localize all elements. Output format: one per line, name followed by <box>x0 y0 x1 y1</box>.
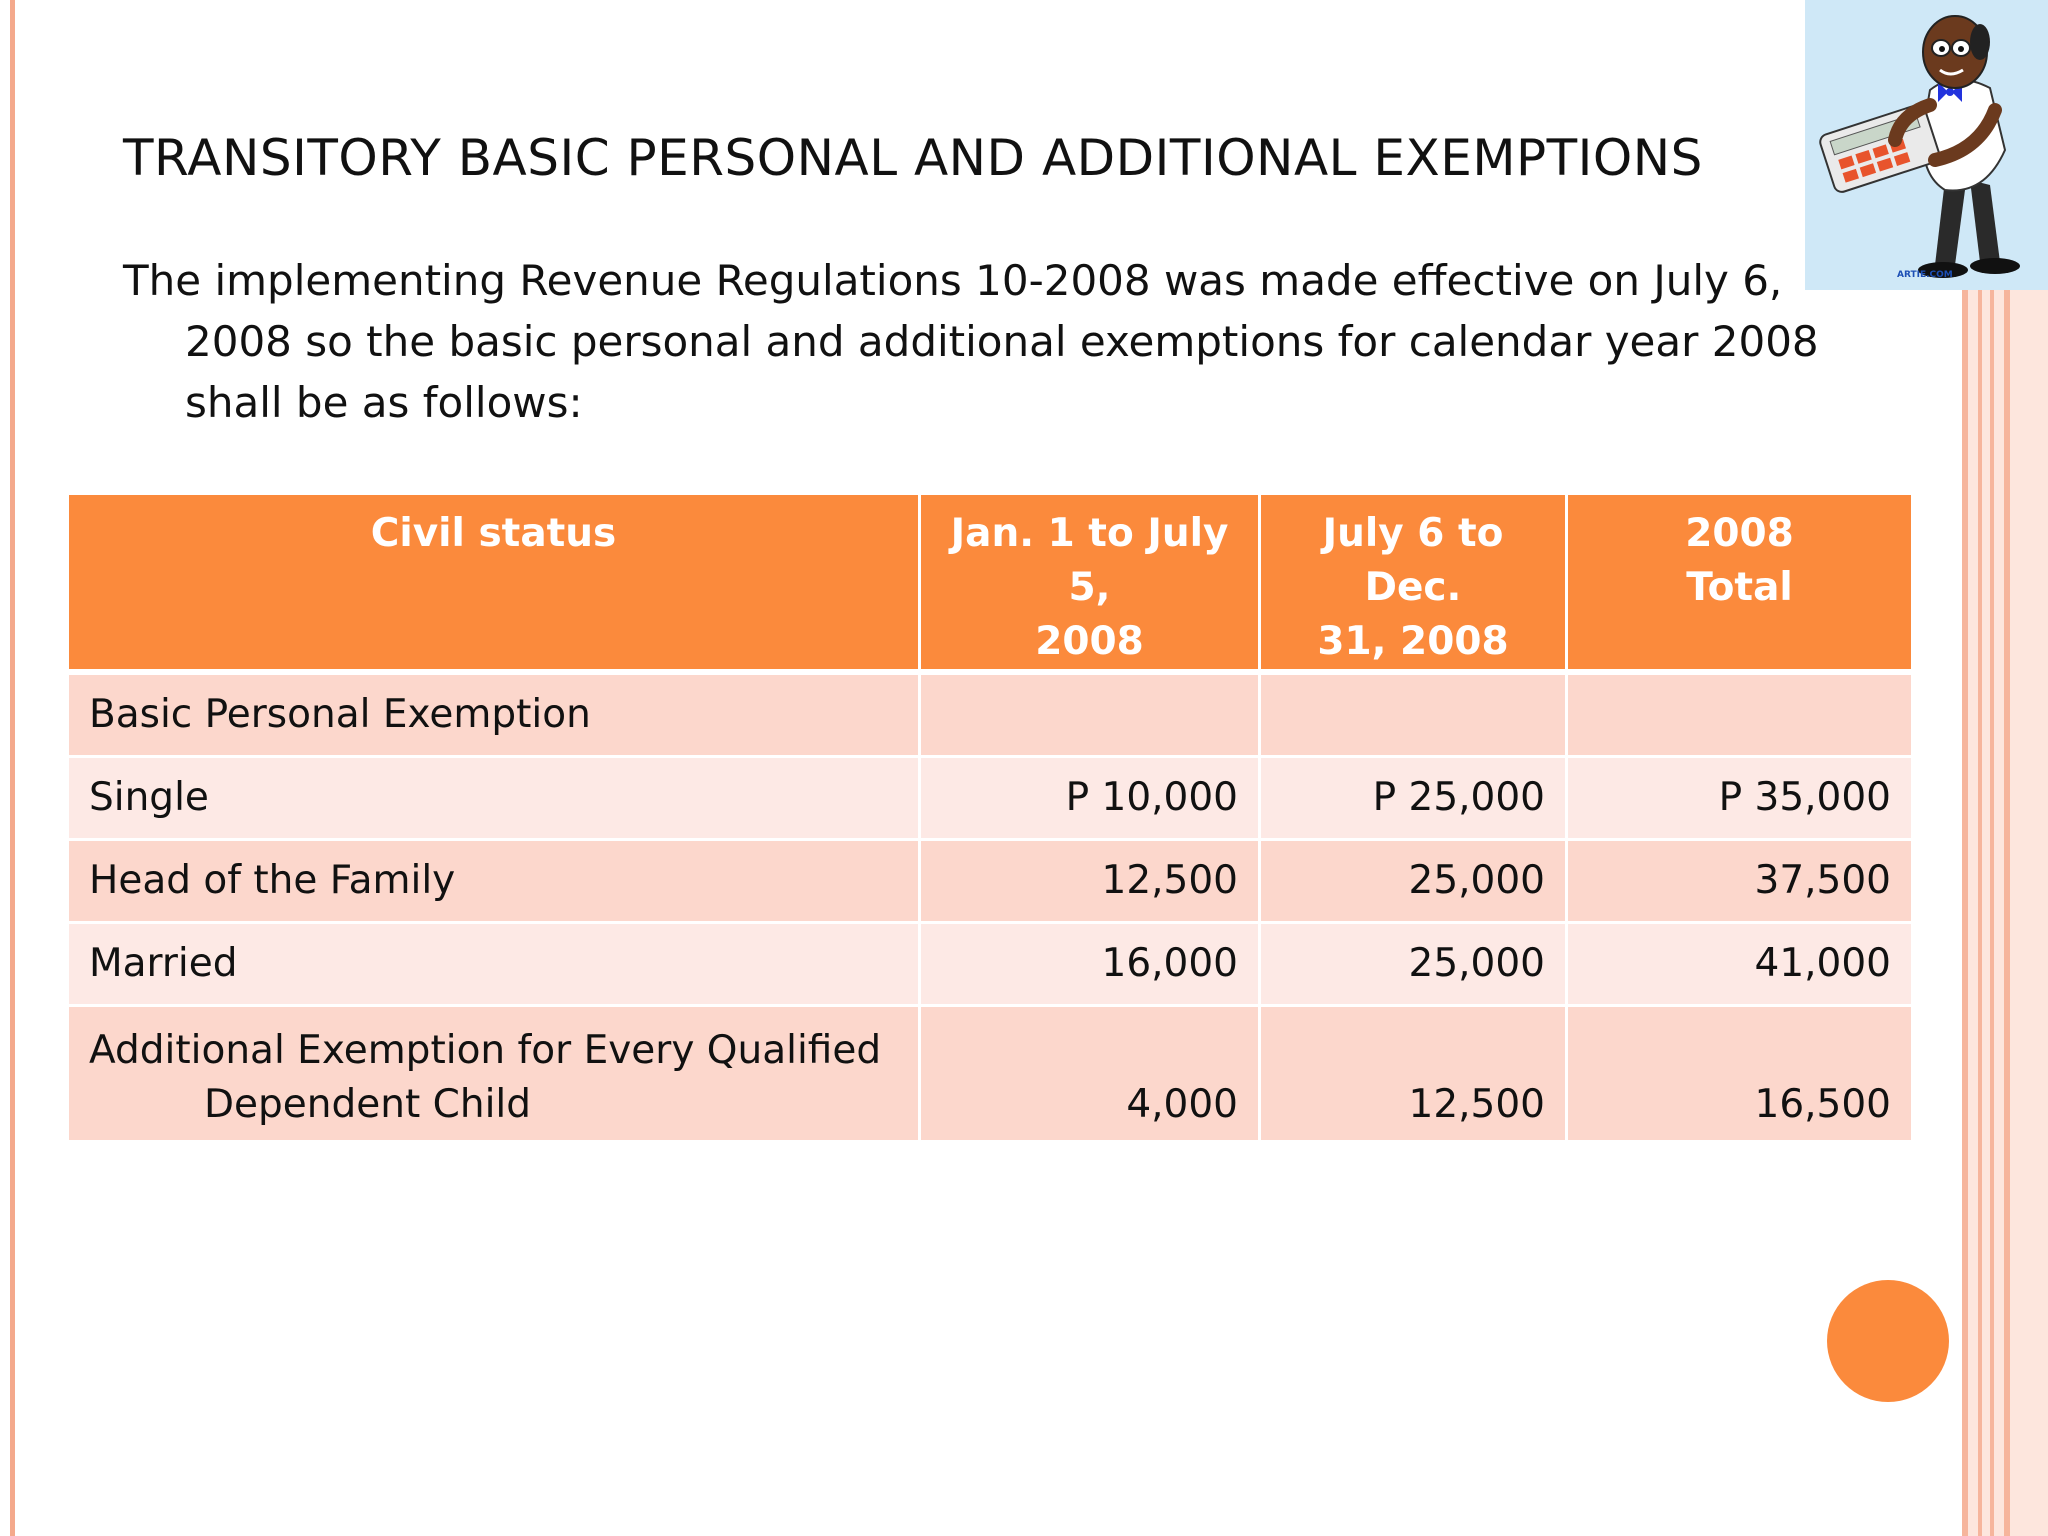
additional-label: Additional Exemption for Every Qualified Dependent Child <box>69 1007 921 1143</box>
table-section-row <box>69 675 1911 758</box>
table-cell <box>1568 675 1911 758</box>
table-cell <box>921 675 1261 758</box>
right-decor-line-3 <box>1990 290 1994 1536</box>
row-period1-value: P 10,000 <box>921 758 1261 841</box>
row-period2-value: 25,000 <box>1261 841 1568 924</box>
header-period-1: Jan. 1 to July 5, 2008 <box>921 495 1261 675</box>
exemptions-table <box>69 495 1911 1143</box>
row-label: Head of the Family <box>69 841 921 924</box>
row-total-value: 41,000 <box>1568 924 1911 1007</box>
row-period2-value: 25,000 <box>1261 924 1568 1007</box>
row-period1-value: 12,500 <box>921 841 1261 924</box>
section-basic-label: Basic Personal Exemption <box>69 675 921 758</box>
table-row <box>69 924 1911 1007</box>
header-total: 2008 Total <box>1568 495 1911 675</box>
table-row <box>69 758 1911 841</box>
left-decor-line <box>10 0 15 1536</box>
row-period1-value: 16,000 <box>921 924 1261 1007</box>
row-label: Single <box>69 758 921 841</box>
row-label: Married <box>69 924 921 1007</box>
header-period-2: July 6 to Dec. 31, 2008 <box>1261 495 1568 675</box>
slide-intro: The implementing Revenue Regulations 10-2008 was made effective on July 6, 2008 so the basic personal and additional exemptions for calendar year 2008 shall be as follows: <box>123 256 1819 427</box>
orange-circle-decor <box>1827 1280 1949 1402</box>
table-header-row <box>69 495 1911 675</box>
right-decor-line-1 <box>1962 290 1968 1536</box>
table-row-additional <box>69 1007 1911 1143</box>
row-total-value: P 35,000 <box>1568 758 1911 841</box>
right-decor-line-2 <box>1978 290 1982 1536</box>
clipart-caption: ARTIE.COM <box>1897 270 1953 280</box>
additional-period2-value: 12,500 <box>1261 1007 1568 1143</box>
additional-period1-value: 4,000 <box>921 1007 1261 1143</box>
header-civil-status: Civil status <box>69 495 921 675</box>
table-cell <box>1261 675 1568 758</box>
slide-title: TRANSITORY BASIC PERSONAL AND ADDITIONAL EXEMPTIONS <box>123 129 1703 187</box>
row-total-value: 37,500 <box>1568 841 1911 924</box>
right-decor-line-4 <box>2004 290 2010 1536</box>
accountant-with-calculator-icon <box>1805 0 2048 290</box>
table-row <box>69 841 1911 924</box>
row-period2-value: P 25,000 <box>1261 758 1568 841</box>
additional-total-value: 16,500 <box>1568 1007 1911 1143</box>
